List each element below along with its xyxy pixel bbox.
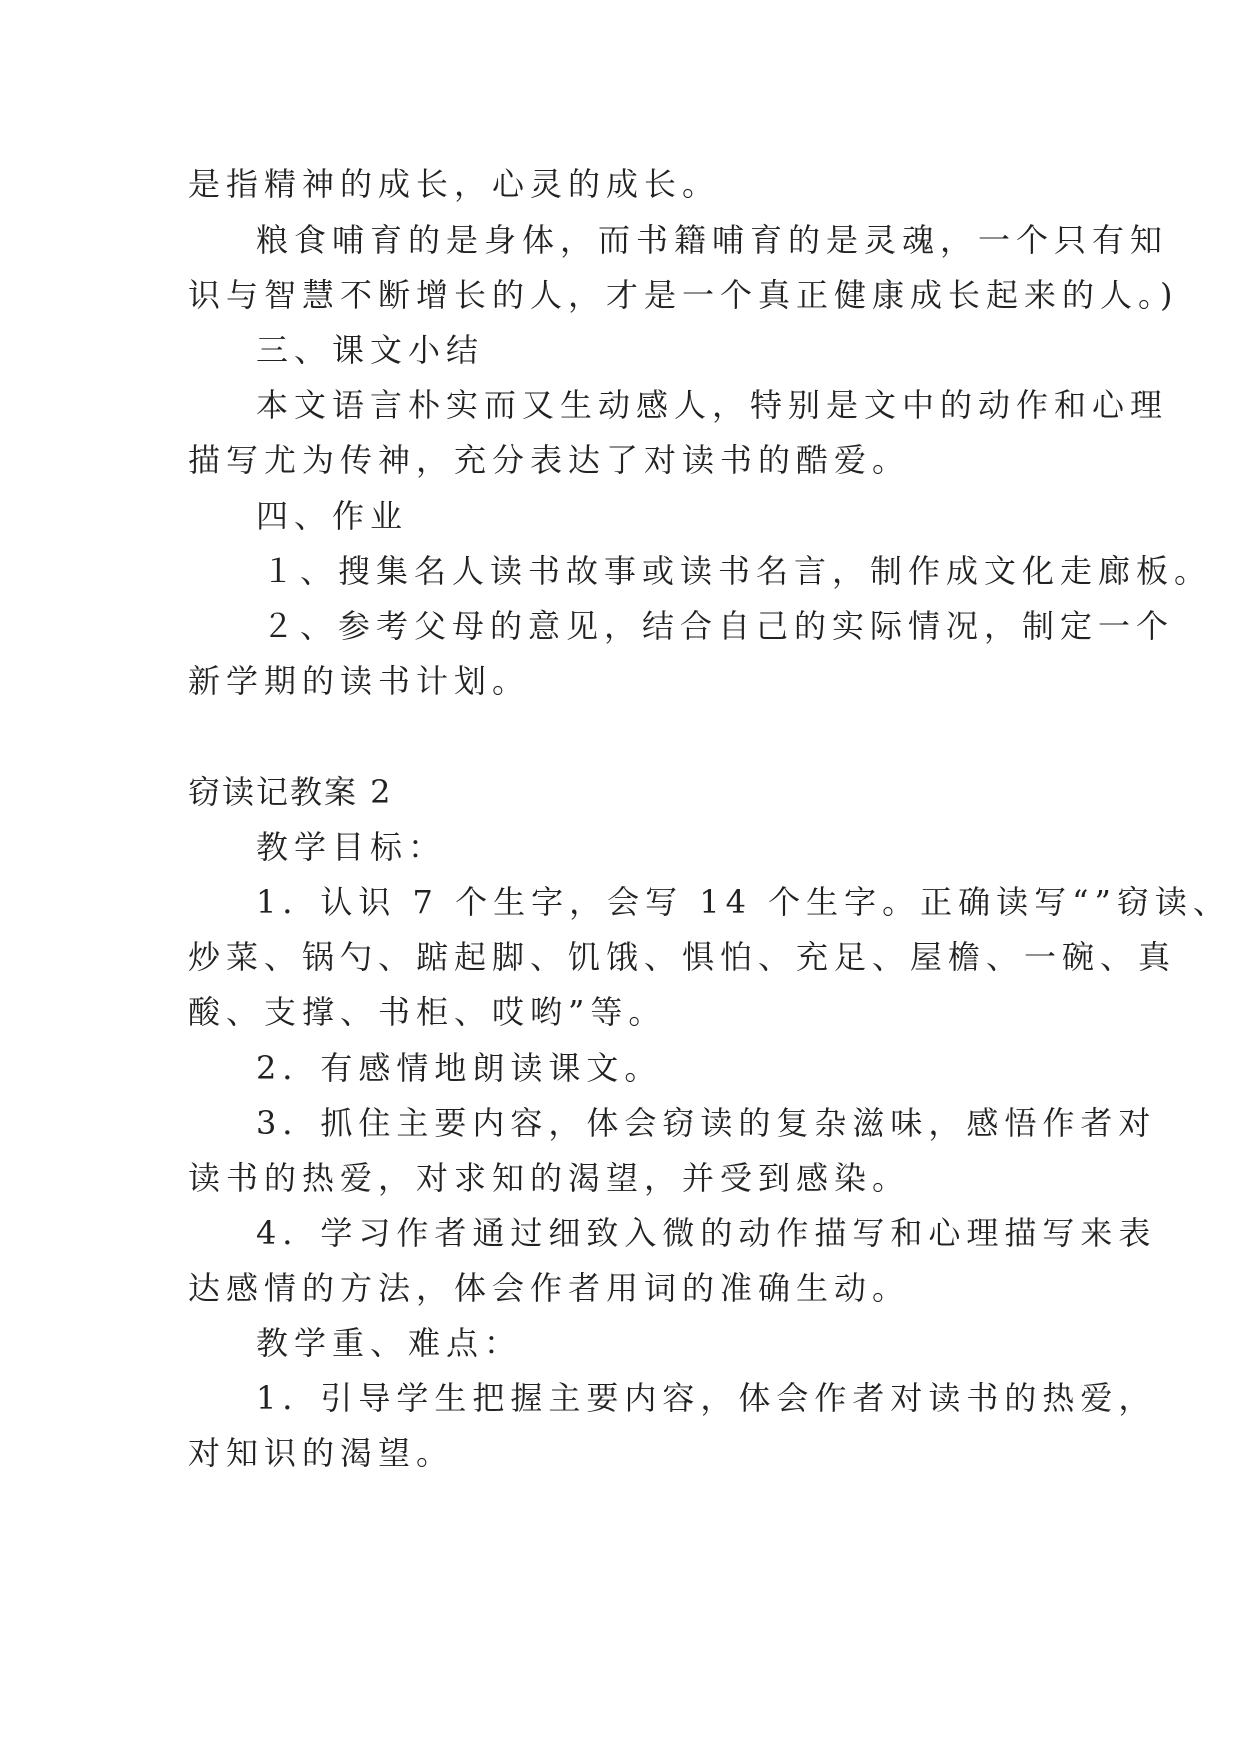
- text-line: 3．抓住主要内容，体会窃读的复杂滋味，感悟作者对: [256, 1104, 1157, 1142]
- text-line: 粮食哺育的是身体，而书籍哺育的是灵魂，一个只有知: [256, 221, 1169, 259]
- text-line: 新学期的读书计划。: [188, 662, 531, 700]
- text-line: １、搜集名人读书故事或读书名言，制作成文化走廊板。: [262, 552, 1213, 590]
- section-heading: 四、作业: [256, 497, 409, 535]
- text-line: 酸、支撑、书柜、哎哟”等。: [188, 993, 667, 1031]
- text-line: 是指精神的成长，心灵的成长。: [188, 165, 721, 203]
- text-line: 4．学习作者通过细致入微的动作描写和心理描写来表: [256, 1214, 1157, 1252]
- text-line: 达感情的方法，体会作者用词的准确生动。: [188, 1269, 911, 1307]
- text-line: 读书的热爱，对求知的渴望，并受到感染。: [188, 1159, 911, 1197]
- text-line: 本文语言朴实而又生动感人，特别是文中的动作和心理: [256, 386, 1169, 424]
- text-line: 描写尤为传神，充分表达了对读书的酷爱。: [188, 441, 911, 479]
- text-line: 对知识的渴望。: [188, 1434, 455, 1472]
- text-line: 炒菜、锅勺、踮起脚、饥饿、惧怕、充足、屋檐、一碗、真: [188, 938, 1177, 976]
- text-line: 识与智慧不断增长的人，才是一个真正健康成长起来的人。): [188, 276, 1179, 314]
- section-heading: 教学目标：: [256, 828, 447, 866]
- document-title: 窃读记教案 2: [188, 773, 393, 811]
- text-line: 2．有感情地朗读课文。: [256, 1049, 663, 1087]
- section-heading: 三、课文小结: [256, 331, 485, 369]
- text-line: ２、参考父母的意见，结合自己的实际情况，制定一个: [262, 607, 1175, 645]
- section-heading: 教学重、难点：: [256, 1324, 523, 1362]
- text-line: 1．认识 7 个生字，会写 14 个生字。正确读写“”窃读、: [256, 883, 1231, 921]
- text-line: 1．引导学生把握主要内容，体会作者对读书的热爱，: [256, 1379, 1157, 1417]
